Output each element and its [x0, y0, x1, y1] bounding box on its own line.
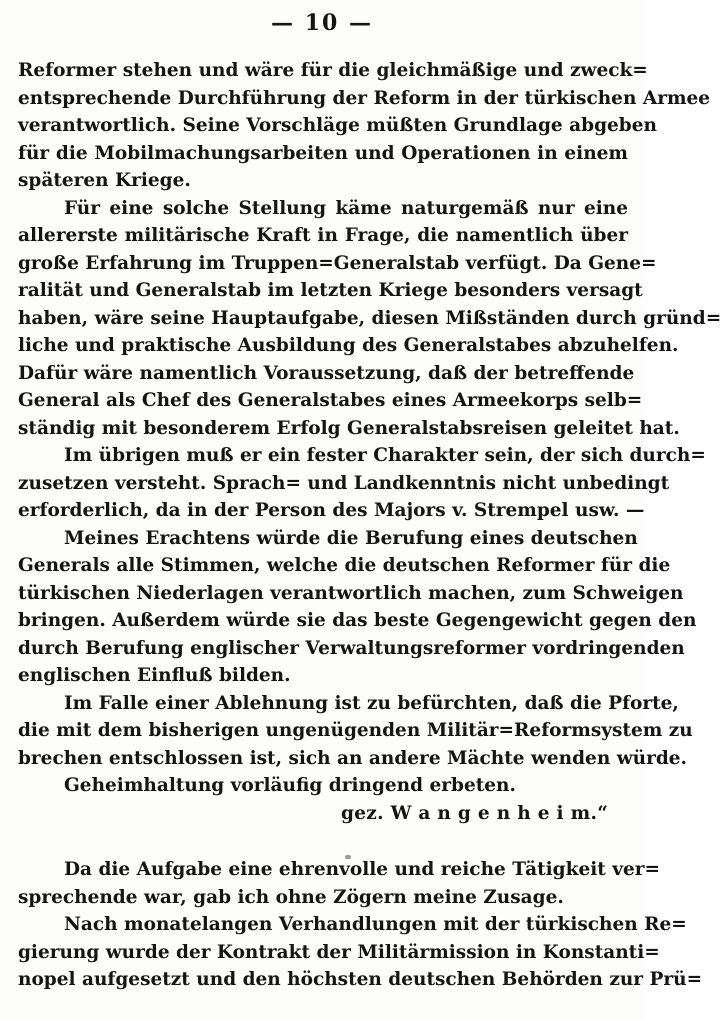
- text-line: brechen entschlossen ist, sich an andere Mächte wenden würde.: [18, 747, 687, 769]
- text-line: Geheimhaltung vorläufig dringend erbeten.: [64, 775, 516, 796]
- signature-line: gez. W a n g e n h e i m.“: [341, 802, 609, 824]
- text-line: die mit dem bisherigen ungenügenden Militär=Reformsystem zu: [18, 720, 693, 741]
- letter-continuation: [18, 57, 721, 800]
- text-line: Generals alle Stimmen, welche die deutschen Reformer für die: [18, 555, 671, 576]
- text-line: durch Berufung englischer Verwaltungsreformer vordringenden: [18, 637, 685, 659]
- text-line: englischen Einfluß bilden.: [18, 665, 291, 686]
- body-text: [18, 57, 721, 994]
- text-line: Da die Aufgabe eine ehrenvolle und reiche Tätigkeit ver=: [64, 859, 660, 880]
- text-line: große Erfahrung im Truppen=Generalstab verfügt. Da Gene=: [18, 252, 657, 274]
- text-line: späteren Kriege.: [18, 170, 191, 191]
- text-line: nopel aufgesetzt und den höchsten deutschen Behörden zur Prü=: [18, 969, 703, 990]
- text-line: haben, wäre seine Hauptaufgabe, diesen Mißständen durch gründ=: [18, 307, 721, 329]
- text-line: Im übrigen muß er ein fester Charakter sein, der sich durch=: [64, 445, 706, 466]
- print-speck: [345, 855, 351, 859]
- text-line: gierung wurde der Kontrakt der Militärmission in Konstanti=: [18, 941, 660, 963]
- text-line: für die Mobilmachungsarbeiten und Operationen in einem: [18, 142, 628, 164]
- text-line: Reformer stehen und wäre für die gleichmäßige und zweck=: [18, 60, 648, 81]
- text-line: Meines Erachtens würde die Berufung eines deutschen: [64, 527, 638, 549]
- page-number: — 10 —: [271, 10, 373, 36]
- text-line: bringen. Außerdem würde sie das beste Gegengewicht gegen den: [18, 610, 697, 631]
- text-line: türkischen Niederlagen verantwortlich machen, zum Schweigen: [18, 582, 684, 604]
- text-line: erforderlich, da in der Person des Majors v. Strempel usw. —: [18, 500, 645, 521]
- text-line: ständig mit besonderem Erfolg Generalstabsreisen geleitet hat.: [18, 417, 680, 439]
- paragraph-gap: [18, 827, 628, 856]
- text-line: zusetzen versteht. Sprach= und Landkenntnis nicht unbedingt: [18, 472, 670, 494]
- text-line: Im Falle einer Ablehnung ist zu befürchten, daß die Pforte,: [64, 692, 679, 714]
- text-line: Nach monatelangen Verhandlungen mit der türkischen Re=: [64, 914, 687, 935]
- text-line: entsprechende Durchführung der Reform in der türkischen Armee: [18, 87, 711, 109]
- text-line: sprechende war, gab ich ohne Zögern meine Zusage.: [18, 886, 564, 908]
- text-line: allererste militärische Kraft in Frage, die namentlich über: [18, 225, 628, 246]
- text-line: General als Chef des Generalstabes eines Armeekorps selb=: [18, 390, 643, 411]
- narrative-text: [18, 856, 703, 994]
- text-line: verantwortlich. Seine Vorschläge müßten Grundlage abgeben: [18, 115, 657, 136]
- text-line: Für eine solche Stellung käme naturgemäß nur eine: [64, 197, 628, 219]
- text-line: ralität und Generalstab im letzten Kriege besonders versagt: [18, 280, 643, 301]
- text-line: Dafür wäre namentlich Voraussetzung, daß der betreffende: [18, 362, 635, 384]
- text-line: liche und praktische Ausbildung des Generalstabes abzuhelfen.: [18, 335, 679, 356]
